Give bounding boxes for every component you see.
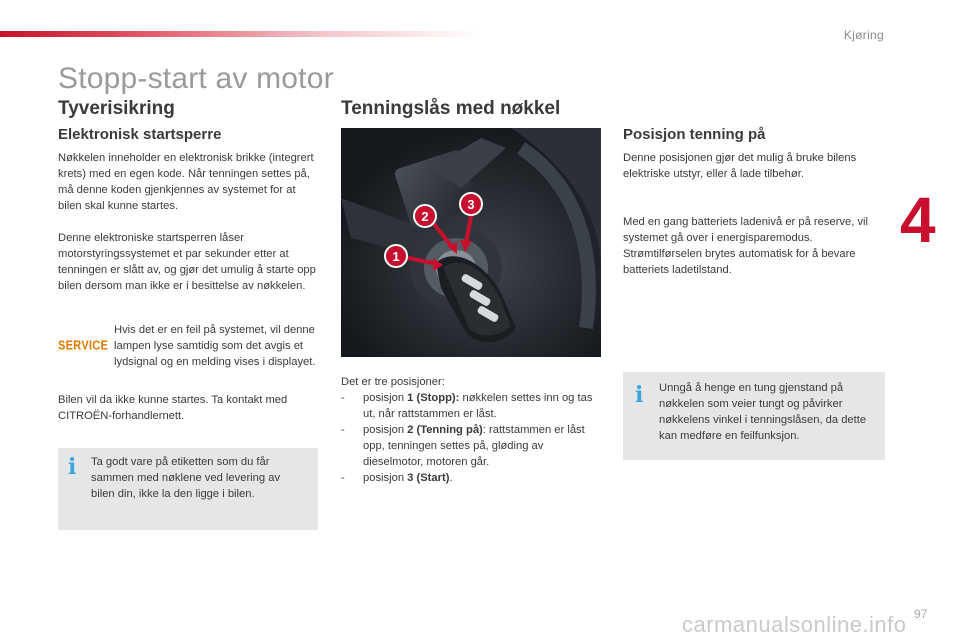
info-icon: i bbox=[68, 454, 77, 480]
header-accent-bar bbox=[0, 31, 480, 37]
position-name: 1 (Stopp): bbox=[407, 392, 460, 404]
callout-label-2: 2 bbox=[421, 209, 429, 224]
position-prefix: posisjon bbox=[363, 472, 408, 484]
position-item-1 bbox=[341, 390, 603, 422]
callout-label-1: 1 bbox=[392, 249, 400, 264]
paragraph-energisparing: Med en gang batteriets ladenivå er på reserve, vil systemet gå over i energisparemodus. Strømtilførselen brytes automatisk for å bevare batteriets ladetilstand. bbox=[623, 216, 869, 276]
position-item-3 bbox=[341, 470, 603, 486]
info-text-right: Unngå å henge en tung gjenstand på nøkkelen som veier tungt og påvirker nøkkelens vinkel i tenningslåsen, da dette kan medføre en feilfunksjon. bbox=[659, 382, 867, 442]
position-prefix: posisjon bbox=[363, 424, 408, 436]
positions-intro: Det er tre posisjoner: bbox=[341, 376, 445, 388]
position-description: : rattstammen er låst opp, tenningen settes på, gløding av dieselmotor, motoren går. bbox=[363, 424, 585, 468]
paragraph-tenning-pa: Denne posisjonen gjør det mulig å bruke bilens elektriske utstyr, eller å lade tilbehør. bbox=[623, 152, 857, 180]
ignition-illustration bbox=[341, 128, 601, 357]
position-item-2 bbox=[341, 422, 603, 470]
service-description: Hvis det er en feil på systemet, vil denne lampen lyse samtidig som det avgis et lydsignal og en melding vises i displayet. bbox=[114, 324, 316, 368]
subheading-tenning-pa: Posisjon tenning på bbox=[623, 126, 766, 143]
position-description: nøkkelen settes inn og tas ut, når rattstammen er låst. bbox=[363, 392, 593, 420]
service-warning-icon: SERVICE bbox=[58, 338, 109, 354]
section-heading-tyverisikring: Tyverisikring bbox=[58, 98, 175, 119]
list-dash: - bbox=[341, 424, 345, 436]
info-text-left: Ta godt vare på etiketten som du får sammen med nøklene ved levering av bilen din, ikke la den ligge i bilen. bbox=[91, 456, 281, 500]
info-box-left bbox=[58, 448, 318, 530]
info-box-right bbox=[623, 372, 885, 460]
callout-label-3: 3 bbox=[467, 197, 475, 212]
position-name: 3 (Start) bbox=[407, 472, 450, 484]
position-description: . bbox=[449, 472, 453, 484]
position-name: 2 (Tenning på) bbox=[407, 424, 483, 436]
info-icon: i bbox=[635, 382, 644, 408]
position-prefix: posisjon bbox=[363, 392, 408, 404]
paragraph-contact: Bilen vil da ikke kunne startes. Ta kontakt med CITROËN-forhandlernett. bbox=[58, 394, 288, 422]
paragraph-startsperre: Denne elektroniske startsperren låser motorstyringssystemet et par sekunder etter at tenningen er slått av, og gjør det umulig å starte opp bilen dersom man ikke er i besittelse av nøkkelen. bbox=[58, 232, 316, 292]
ignition-key-photo bbox=[341, 128, 601, 357]
paragraph-chip: Nøkkelen inneholder en elektronisk brikke (integrert krets) med en egen kode. Når tenningen settes på, må denne koden gjenkjennes av systemet for at bilen skal kunne startes. bbox=[58, 152, 314, 212]
chapter-number: 4 bbox=[900, 184, 936, 256]
page-number: 97 bbox=[914, 607, 928, 621]
list-dash: - bbox=[341, 392, 345, 404]
subheading-startsperre: Elektronisk startsperre bbox=[58, 126, 222, 143]
positions-list bbox=[341, 390, 603, 486]
section-heading-tenningslas: Tenningslås med nøkkel bbox=[341, 98, 561, 119]
watermark: carmanualsonline.info bbox=[682, 612, 907, 637]
chapter-title: Kjøring bbox=[843, 28, 884, 42]
list-dash: - bbox=[341, 472, 345, 484]
page-title: Stopp-start av motor bbox=[58, 62, 334, 95]
